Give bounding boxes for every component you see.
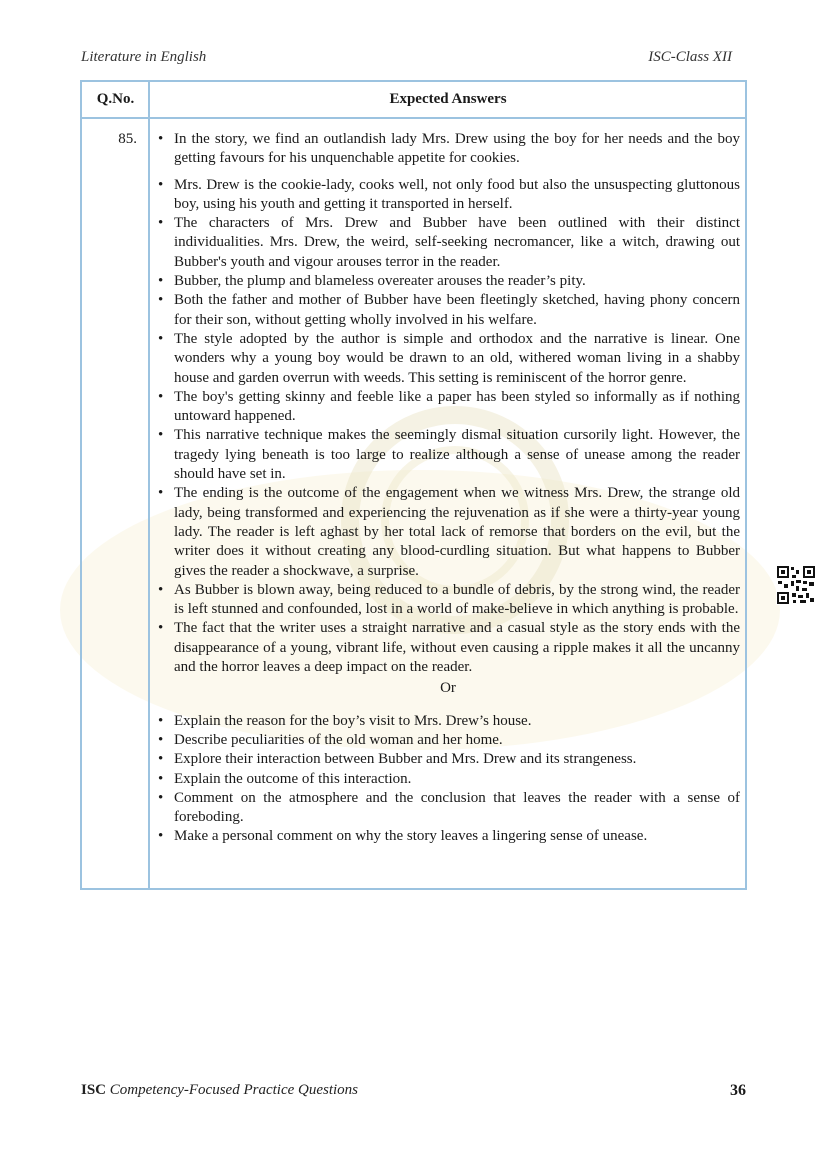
- page-number: 36: [730, 1082, 746, 1099]
- alternative-point: • Describe peculiarities of the old woman and her home.: [156, 731, 740, 750]
- answer-point: • Both the father and mother of Bubber have been fleetingly sketched, having phony concern for their son, without getting wholly involved in his welfare.: [156, 291, 740, 330]
- question-number: 85.: [118, 131, 137, 147]
- answer-point: • The fact that the writer uses a straight narrative and a casual style as the story ends with the disappearance of a young, vibrant life, without even causing a ripple makes it all the uncanny and the horror leaves a deep impact on the reader.: [156, 619, 740, 677]
- alternative-points: [156, 712, 740, 847]
- footer-book-title: Competency-Focused Practice Questions: [109, 1082, 359, 1098]
- qr-code-icon[interactable]: [776, 565, 816, 605]
- column-divider: [148, 82, 150, 888]
- answer-point: • This narrative technique makes the seemingly dismal situation cursorily light. However, the tragedy lying beneath is too large to realize although a sense of unease among the reader should have set in.: [156, 426, 740, 484]
- answer-point: • Mrs. Drew is the cookie-lady, cooks well, not only food but also the unsuspecting gluttonous boy, using his youth and getting it transported in herself.: [156, 176, 740, 215]
- answer-point: • Bubber, the plump and blameless overeater arouses the reader’s pity.: [156, 272, 740, 291]
- table-header: [82, 82, 745, 119]
- answer-point: • As Bubber is blown away, being reduced to a bundle of debris, by the strong wind, the reader is left stunned and confounded, lost in a world of make-believe in which anything is probable.: [156, 581, 740, 620]
- answer-table: [80, 80, 747, 890]
- answer-point: • In the story, we find an outlandish lady Mrs. Drew using the boy for her needs and the boy getting favours for his unquenchable appetite for cookies.: [156, 130, 740, 169]
- answer-point: • The ending is the outcome of the engagement when we witness Mrs. Drew, the strange old lady, being transformed and experiencing the rejuvenation as if she were a thirty-year young lady. The reader is left aghast by her total lack of remorse that borders on the evil, but the writer does it without creating any blood-curdling situation. But what happens to Bubber gives the reader a shockwave, a surprise.: [156, 484, 740, 580]
- footer-title: [81, 1082, 358, 1099]
- alternative-point: • Explain the outcome of this interaction.: [156, 770, 740, 789]
- or-separator: Or: [440, 680, 456, 697]
- alternative-point: • Explain the reason for the boy’s visit to Mrs. Drew’s house.: [156, 712, 740, 731]
- column-header-answers: Expected Answers: [389, 91, 507, 107]
- alternative-point: • Make a personal comment on why the story leaves a lingering sense of unease.: [156, 827, 740, 846]
- column-header-qno: Q.No.: [96, 91, 135, 107]
- answer-point: • The characters of Mrs. Drew and Bubber have been outlined with their distinct individualities. Mrs. Drew, the weird, self-seeking necromancer, like a witch, drawing out Bubber's youth and vigour arouses terror in the reader.: [156, 214, 740, 272]
- answer-content: [156, 130, 740, 847]
- answer-points: [156, 130, 740, 677]
- alternative-point: • Explore their interaction between Bubber and Mrs. Drew and its strangeness.: [156, 750, 740, 769]
- alternative-point: • Comment on the atmosphere and the conclusion that leaves the reader with a sense of foreboding.: [156, 789, 740, 828]
- header-class: ISC-Class XII: [648, 49, 732, 65]
- footer-brand: ISC: [81, 1082, 107, 1098]
- answer-point: • The boy's getting skinny and feeble like a paper has been styled so informally as if nothing untoward happened.: [156, 388, 740, 427]
- answer-point: • The style adopted by the author is simple and orthodox and the narrative is linear. One wonders why a young boy would be drawn to an old, withered woman living in a shabby house and garden overrun with weeds. This setting is reminiscent of the horror genre.: [156, 330, 740, 388]
- header-subject: Literature in English: [81, 49, 207, 65]
